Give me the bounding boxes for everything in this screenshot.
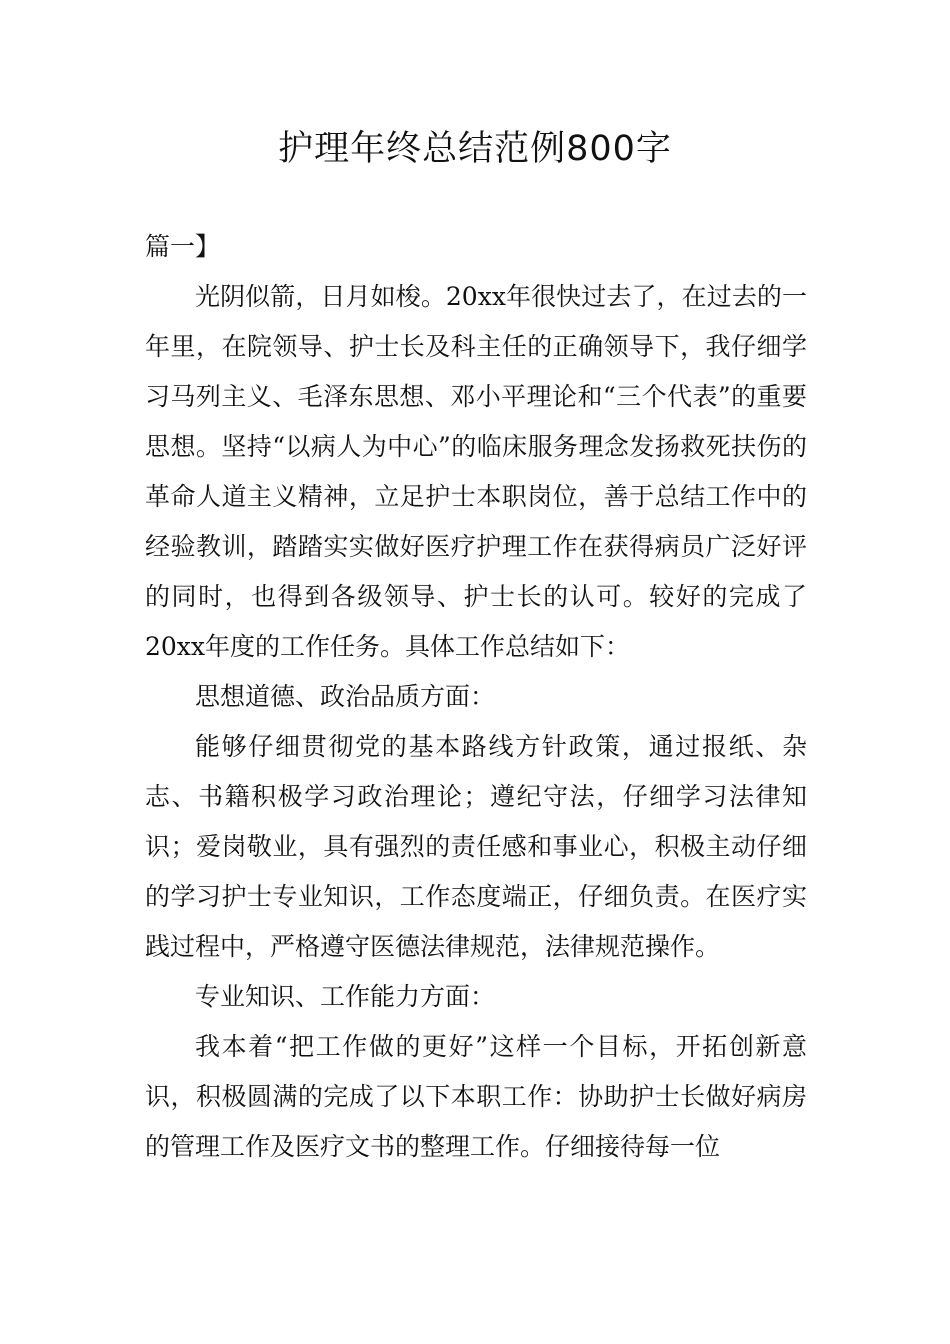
document-title: 护理年终总结范例800字 — [278, 129, 672, 169]
paragraph-ideology: 能够仔细贯彻党的基本路线方针政策，通过报纸、杂志、书籍积极学习政治理论；遵纪守法，仔细学习法律知识；爱岗敬业，具有强烈的责任感和事业心，积极主动仔细的学习护士专业知识，工作态度端正，仔细负责。在医疗实践过程中，严格遵守医德法律规范，法律规范操作。 — [145, 732, 807, 961]
heading-professional: 专业知识、工作能力方面： — [195, 982, 496, 1011]
section-label: 篇一】 — [145, 232, 221, 261]
heading-ideology: 思想道德、政治品质方面： — [195, 682, 496, 711]
paragraph-intro: 光阴似箭，日月如梭。20xx年很快过去了，在过去的一年里，在院领导、护士长及科主任的正确领导下，我仔细学习马列主义、毛泽东思想、邓小平理论和“三个代表”的重要思想。坚持“以病人为中心”的临床服务理念发扬救死扶伤的革命人道主义精神，立足护士本职岗位，善于总结工作中的经验教训，踏踏实实做好医疗护理工作在获得病员广泛好评的同时，也得到各级领导、护士长的认可。较好的完成了20xx年度的工作任务。具体工作总结如下： — [145, 282, 807, 661]
paragraph-professional: 我本着“把工作做的更好”这样一个目标，开拓创新意识，积极圆满的完成了以下本职工作：协助护士长做好病房的管理工作及医疗文书的整理工作。仔细接待每一位 — [145, 1032, 807, 1161]
document-body — [145, 222, 807, 1172]
